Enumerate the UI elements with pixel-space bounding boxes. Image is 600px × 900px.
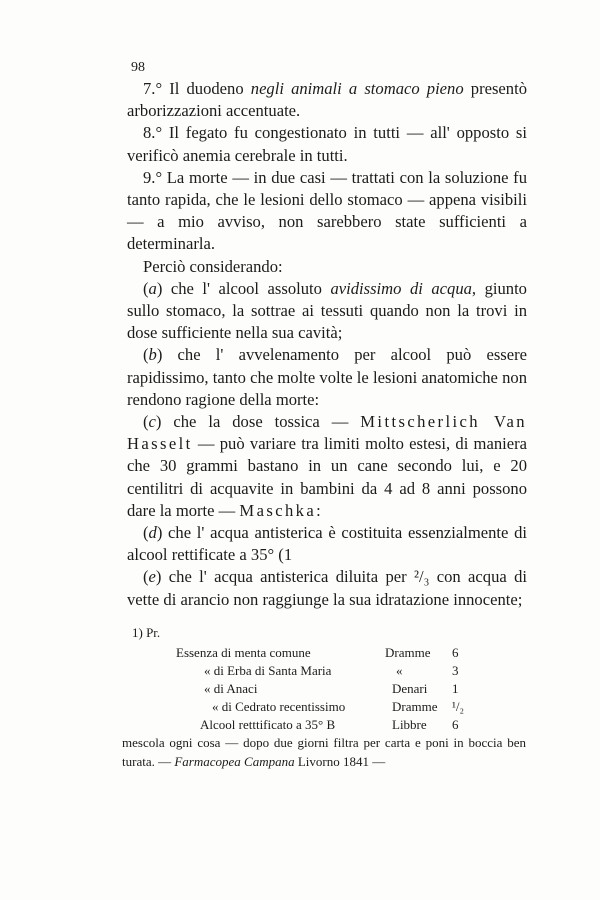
paragraph-7: 7.° Il duodeno negli animali a stomaco pieno presentò arborizzazioni accentuate. xyxy=(127,79,528,121)
paragraph-8: 8.° Il fegato fu congestionato in tutti — all' opposto si verificò anemia cerebrale in tutti. xyxy=(127,123,527,165)
recipe-row xyxy=(122,698,526,716)
citation-title: Farmacopea Campana xyxy=(174,753,295,769)
footnote xyxy=(122,624,526,771)
paragraph-e: (e) che l' acqua antisterica diluita per ²/₃ con acqua di vette di arancio non raggiunge la sua idratazione innocente; xyxy=(127,567,527,609)
footnote-text: mescola ogni cosa — dopo due giorni filtra per carta e poni in boccia ben turata. — Farmacopea Campana Livorno 1841 — xyxy=(122,735,526,769)
paragraph-b: (b) che l' avvelenamento per alcool può essere rapidissimo, tanto che molte volte le lesioni anatomiche non rendono ragione della morte: xyxy=(127,345,527,409)
recipe-row xyxy=(122,716,526,734)
recipe-ingredient: « di Anaci xyxy=(204,681,258,697)
recipe-quantity: 3 xyxy=(452,663,459,679)
paragraph-percio: Perciò considerando: xyxy=(143,256,283,276)
recipe-unit: Dramme xyxy=(392,699,438,715)
paragraph-a: (a) che l' alcool assoluto avidissimo di acqua, giunto sullo stomaco, la sottrae ai tessuti quando non la trovi in dose sufficiente nella sua cavità; xyxy=(127,278,527,343)
author-name: Maschka xyxy=(239,500,317,520)
recipe-quantity: 1 xyxy=(452,681,459,697)
main-text xyxy=(127,78,527,611)
recipe-quantity: 6 xyxy=(452,717,459,733)
emphasis: negli animali a stomaco pieno xyxy=(250,79,464,98)
recipe-row xyxy=(122,662,526,680)
recipe-list xyxy=(122,642,526,734)
recipe-row xyxy=(122,680,526,698)
recipe-unit: « xyxy=(396,663,403,679)
recipe-ingredient: « di Cedrato recentissimo xyxy=(212,699,346,715)
recipe-ingredient: « di Erba di Santa Maria xyxy=(204,663,332,679)
recipe-unit: Denari xyxy=(392,681,428,697)
recipe-ingredient: Essenza di menta comune xyxy=(176,645,311,661)
recipe-ingredient: Alcool retttificato a 35° B xyxy=(200,717,336,733)
emphasis: avidissimo di acqua xyxy=(330,278,472,298)
recipe-unit: Libbre xyxy=(392,717,427,733)
paragraph-9: 9.° La morte — in due casi — trattati con la soluzione fu tanto rapida, che le lesioni dello stomaco — appena visibili — a mio avviso, non sarebbero state sufficienti a determinarla. xyxy=(127,167,527,254)
recipe-row xyxy=(122,644,526,662)
recipe-quantity: ¹/₂ xyxy=(452,699,465,715)
recipe-unit: Dramme xyxy=(385,645,431,661)
recipe-quantity: 6 xyxy=(452,645,459,661)
footnote-marker: 1) Pr. xyxy=(132,625,161,640)
author-name: Mittscherlich Van Hasselt xyxy=(127,412,528,454)
paragraph-c: (c) che la dose tossica — Mittscherlich Van Hasselt — può variare tra limiti molto estesi, di maniera che 30 grammi bastano in un cane secondo lui, e 20 centilitri di acquavite in bambini da 4 ad 8 anni possono dare la morte — Maschka: xyxy=(127,412,528,520)
page-number: 98 xyxy=(131,60,145,75)
paragraph-d: (d) che l' acqua antisterica è costituita essenzialmente di alcool rettificate a 35° (1 xyxy=(127,523,527,565)
